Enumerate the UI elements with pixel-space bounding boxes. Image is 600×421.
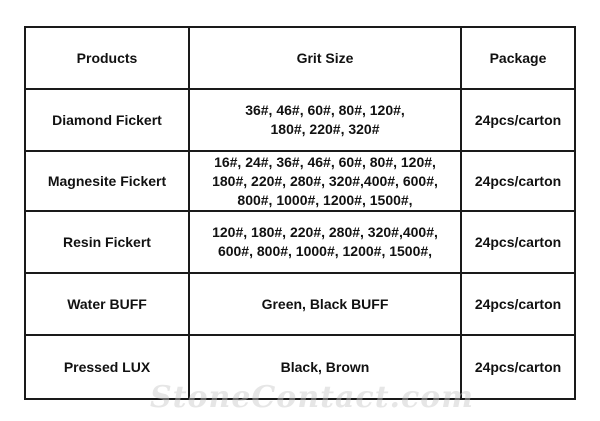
grit-line: Black, Brown	[280, 358, 370, 375]
table-row	[25, 273, 575, 335]
product-spec-table	[24, 26, 576, 400]
table-row	[25, 335, 575, 399]
table-header-row	[25, 27, 575, 89]
grit-size-cell	[189, 89, 461, 151]
grit-line: 120#, 180#, 220#, 280#, 320#,400#,	[212, 224, 438, 240]
package-cell: 24pcs/carton	[461, 89, 575, 151]
package-cell: 24pcs/carton	[461, 273, 575, 335]
grit-line: 180#, 220#, 280#, 320#,400#, 600#,	[212, 172, 438, 189]
grit-line: Green, Black BUFF	[261, 295, 389, 312]
package-cell: 24pcs/carton	[461, 335, 575, 399]
product-name: Resin Fickert	[25, 211, 189, 273]
table-row	[25, 151, 575, 211]
stonecontact-watermark: StoneContact.com	[150, 380, 475, 415]
header-package: Package	[461, 27, 575, 89]
product-name: Diamond Fickert	[25, 89, 189, 151]
grit-size-cell	[189, 273, 461, 335]
grit-line: 16#, 24#, 36#, 46#, 60#, 80#, 120#,	[214, 153, 436, 170]
table-row	[25, 211, 575, 273]
table-row	[25, 89, 575, 151]
header-grit-size: Grit Size	[189, 27, 461, 89]
grit-size-cell	[189, 335, 461, 399]
package-cell: 24pcs/carton	[461, 211, 575, 273]
product-name: Magnesite Fickert	[25, 151, 189, 211]
grit-line: 180#, 220#, 320#	[270, 121, 380, 137]
product-name: Water BUFF	[25, 273, 189, 335]
grit-line: 800#, 1000#, 1200#, 1500#,	[237, 191, 413, 208]
package-cell: 24pcs/carton	[461, 151, 575, 211]
grit-line: 36#, 46#, 60#, 80#, 120#,	[245, 102, 405, 118]
grit-size-cell	[189, 211, 461, 273]
grit-size-cell	[189, 151, 461, 211]
product-name: Pressed LUX	[25, 335, 189, 399]
header-products: Products	[25, 27, 189, 89]
grit-line: 600#, 800#, 1000#, 1200#, 1500#,	[217, 243, 433, 259]
